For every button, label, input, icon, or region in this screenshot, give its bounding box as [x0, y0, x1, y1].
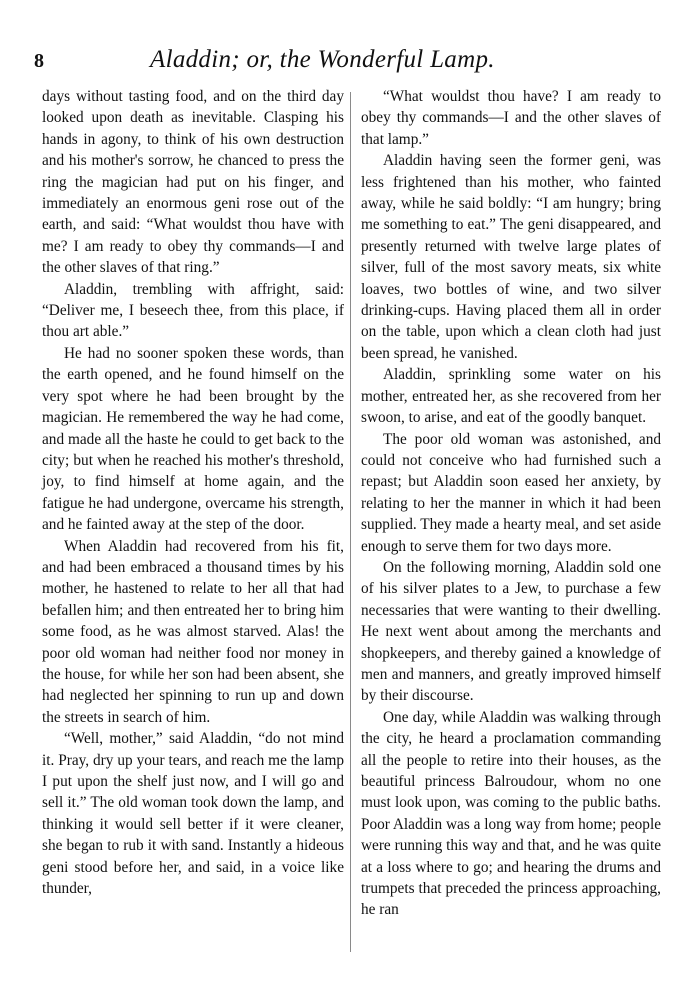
paragraph: On the following morning, Aladdin sold one of his silver plates to a Jew, to purchase a few necessaries that were wanting to their dwelling. He next went about among the merchants and shopkeepers, and thereby gained a knowledge of men and manners, and greatly improved himself by their discourse.: [361, 558, 661, 705]
paragraph: Aladdin having seen the former geni, was less frightened than his mother, who fainted away, while he said boldly: “I am hungry; bring me something to eat.” The geni disappeared, and presently returned with twelve large plates of silver, full of the most savory meats, six white loaves, two bottles of wine, and two silver drinking-cups. Having placed them all in order on the table, upon which a clean cloth had just been spread, he vanished.: [361, 152, 661, 362]
paragraph: Aladdin, sprinkling some water on his mother, entreated her, as she recovered from her swoon, to arise, and eat of the goodly banquet.: [361, 366, 661, 427]
paragraph: days without tasting food, and on the third day looked upon death as inevitable. Clasping his hands in agony, to think of his own destruction and his mother's sorrow, he chanced to press the ring the magician had put on his finger, and immediately an enormous geni rose out of the earth, and said: “What wouldst thou have with me? I am ready to obey thy commands—I and the other slaves of that ring.”: [42, 88, 344, 277]
paragraph: “What wouldst thou have? I am ready to obey thy commands—I and the other slaves of that lamp.”: [361, 88, 661, 148]
page-number: 8: [34, 50, 44, 72]
paragraph: One day, while Aladdin was walking through the city, he heard a proclamation commanding all the people to retire into their houses, as the beautiful princess Balroudour, whom no one must look upon, was coming to the public baths. Poor Aladdin was a long way from home; people were running this way and that, and he was quite at a loss where to go; and hearing the drums and trumpets that preceded the princess approaching, he ran: [361, 708, 661, 919]
paragraph: “Well, mother,” said Aladdin, “do not mind it. Pray, dry up your tears, and reach me the lamp I put upon the shelf just now, and I will go and sell it.” The old woman took down the lamp, and thinking it would sell better if it were cleaner, she began to rub it with sand. Instantly a hideous geni stood before her, and said, in a voice like thunder,: [42, 730, 344, 898]
paragraph: Aladdin, trembling with affright, said: “Deliver me, I beseech thee, from this place, if thou art able.”: [42, 280, 344, 341]
column-divider-rule: [350, 92, 351, 952]
right-text-column: [361, 86, 661, 921]
left-text-column: [42, 86, 344, 899]
paragraph: The poor old woman was astonished, and could not conceive who had furnished such a repast; but Aladdin soon eased her anxiety, by relating to her the manner in which it had been supplied. They made a hearty meal, and set aside enough to serve them for two days more.: [361, 430, 661, 555]
running-head-title: Aladdin; or, the Wonderful Lamp.: [150, 46, 495, 73]
paragraph: He had no sooner spoken these words, than the earth opened, and he found himself on the very spot where he had been brought by the magician. He remembered the way he had come, and made all the haste he could to get back to the city; but when he reached his mother's threshold, joy, to find himself at home again, and the fatigue he had undergone, overcame his strength, and he fainted away at the step of the door.: [42, 344, 344, 534]
paragraph: When Aladdin had recovered from his fit, and had been embraced a thousand times by his mother, he hastened to relate to her all that had befallen him; and then entreated her to bring him some food, as he was almost starved. Alas! the poor old woman had neither food nor money in the house, for while her son had been absent, she had neglected her spinning to run up and down the streets in search of him.: [42, 537, 344, 726]
